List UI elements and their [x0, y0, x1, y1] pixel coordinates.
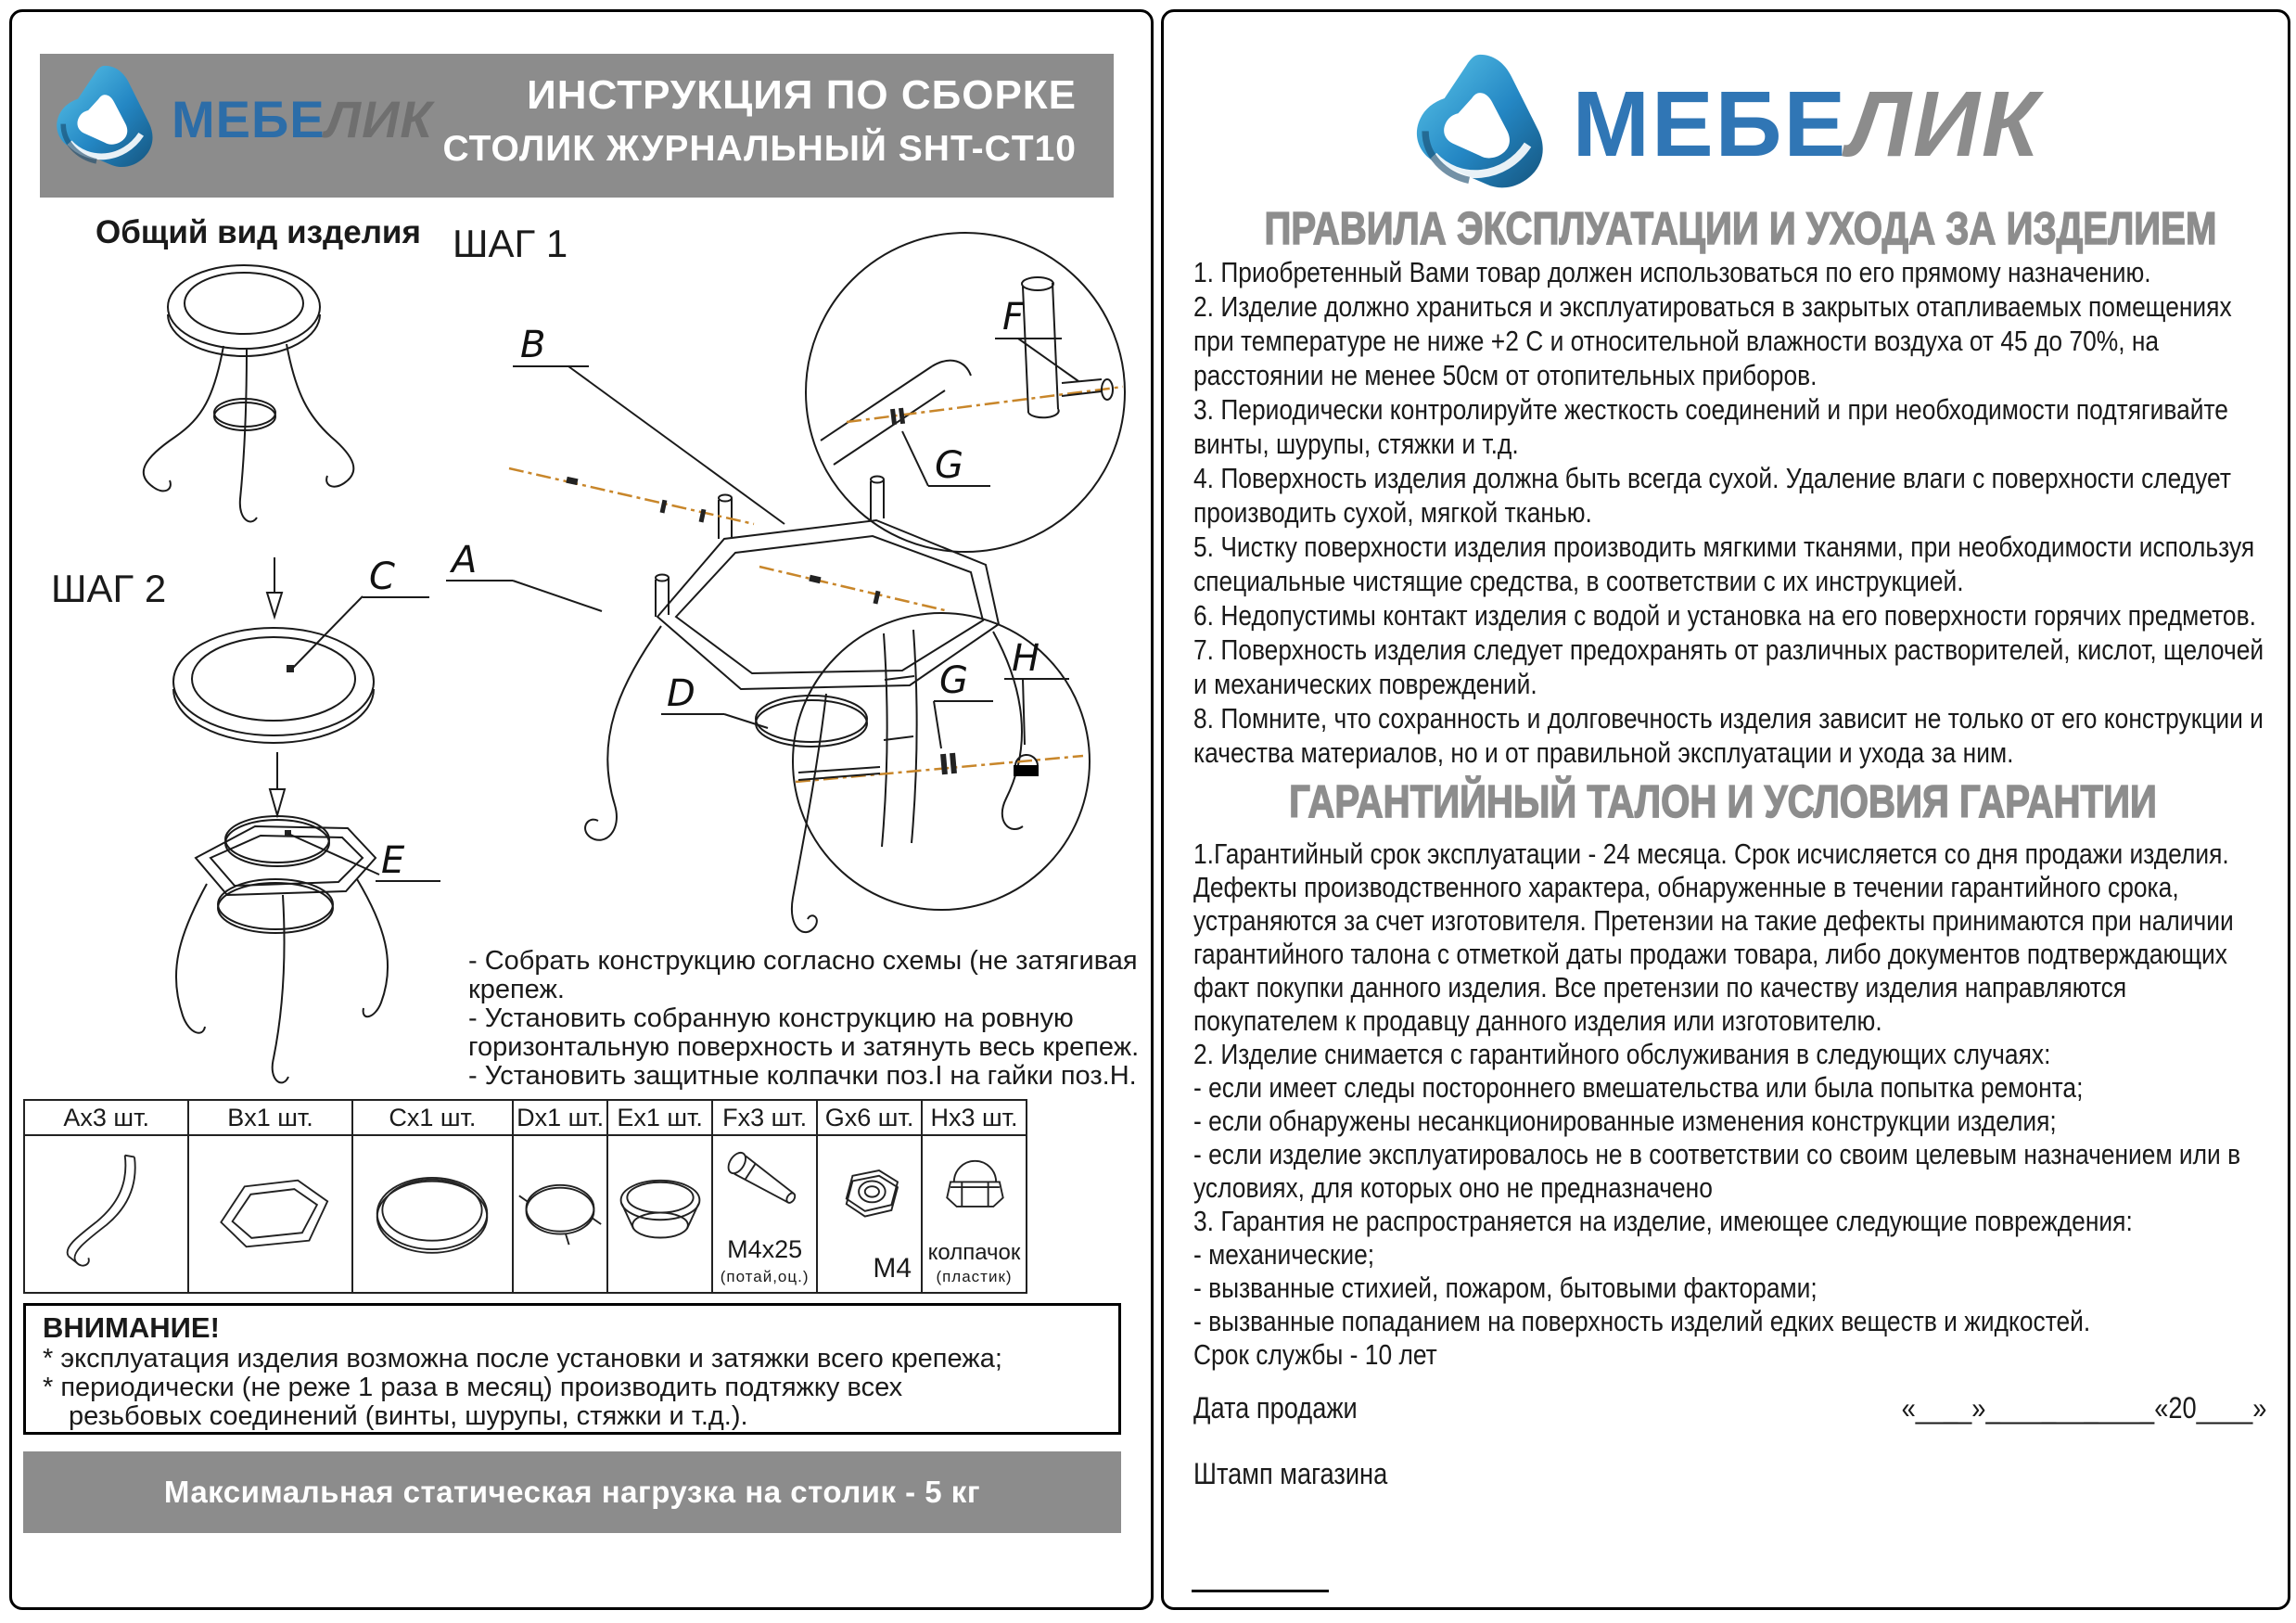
care-rules-title: ПРАВИЛА ЭКСПЛУАТАЦИИ И УХОДА ЗА ИЗДЕЛИЕМ [1264, 204, 2217, 254]
general-view-label: Общий вид изделия [96, 214, 421, 250]
warning-box [23, 1303, 1121, 1435]
table-column-b [187, 1101, 351, 1292]
label-b: B [520, 324, 546, 366]
brand-blue-part: МЕБЕ [172, 89, 325, 148]
warranty-line: - вызванные попаданием на поверхность изделий едких веществ и жидкостей. [1193, 1305, 2091, 1337]
label-e: E [381, 839, 405, 882]
document-titles [442, 69, 1077, 176]
care-and-warranty-page [1161, 9, 2290, 1610]
label-f: F [1002, 296, 1025, 339]
large-ring-icon [358, 1142, 506, 1285]
step1-label: ШАГ 1 [453, 222, 568, 265]
bolt-size-label: M4x25 [727, 1235, 803, 1263]
label-g2: G [939, 659, 968, 702]
warranty-line: 1.Гарантийный срок эксплуатации - 24 месяца. Срок исчисляется со дня продажи изделия. Дефекты производственного характера, обнаруженные в течении гарантийного срока, устраняются за счет изготовителя. Претензии на такие дефекты принимаются при наличии гарантийного талона с отметкой даты продажи товара, либо документов подтверждающих факт покупки данного изделия. Все претензии по качеству изделия направляются покупателем к продавцу данного изделия или изготовителю. [1193, 837, 2234, 1037]
warranty-line: - если изделие эксплуатировалось не в соответствии со своим целевым назначением или в условиях, для которых оно не предназначено [1193, 1138, 2241, 1204]
nut-icon [823, 1153, 916, 1246]
sale-date-blank: «____»____________«20____» [1901, 1391, 2267, 1425]
cap-name-label: колпачок [927, 1240, 1021, 1265]
hex-frame-icon [197, 1142, 345, 1285]
column-header: Fx3 шт. [713, 1101, 816, 1136]
column-header: Bx1 шт. [189, 1101, 351, 1136]
bolt-type-label: (потай,оц.) [720, 1268, 810, 1285]
page-title: ИНСТРУКЦИЯ ПО СБОРКЕ [527, 72, 1077, 118]
sale-date-label: Дата продажи [1193, 1391, 1358, 1425]
mebelik-knot-icon [53, 61, 157, 176]
warranty-line: - вызванные стихией, пожаром, бытовыми факторами; [1193, 1272, 1818, 1304]
warranty-text [1193, 837, 2266, 1372]
column-header: Cx1 шт. [353, 1101, 512, 1136]
assembly-instruction-page [9, 9, 1154, 1610]
bolt-icon [716, 1142, 814, 1225]
care-rule: 3. Периодически контролируйте жесткость соединений и при необходимости подтягивайте винты, шурупы, стяжки и т.д. [1193, 393, 2228, 460]
table-column-c [351, 1101, 512, 1292]
table-column-h [921, 1101, 1026, 1292]
column-header: Gx6 шт. [818, 1101, 921, 1136]
warning-line: * эксплуатация изделия возможна после установки и затяжки всего крепежа; [43, 1344, 1002, 1374]
brand-gray-part: ЛИК [1847, 71, 2041, 176]
note-line: - Установить собранную конструкцию на ровную горизонтальную поверхность и затянуть весь крепеж. [468, 1003, 1140, 1062]
brand-wordmark [172, 89, 433, 149]
brand-wordmark [1573, 71, 2041, 178]
column-header: Ex1 шт. [608, 1101, 711, 1136]
care-rule: 5. Чистку поверхности изделия производить мягкими тканями, при необходимости используя специальные чистящие средства, в соответствии с их инструкцией. [1193, 530, 2255, 597]
table-column-a [25, 1101, 187, 1292]
warranty-title: ГАРАНТИЙНЫЙ ТАЛОН И УСЛОВИЯ ГАРАНТИИ [1289, 777, 2157, 827]
warning-title: ВНИМАНИЕ! [43, 1311, 220, 1344]
care-rule: 8. Помните, что сохранность и долговечность изделия зависит не только от его конструкции и качества материалов, но и от правильной эксплуатации и ухода за ним. [1193, 702, 2264, 769]
warranty-line: 2. Изделие снимается с гарантийного обслуживания в следующих случаях: [1193, 1038, 2051, 1070]
care-rule: 2. Изделие должно храниться и эксплуатироваться в закрытых отапливаемых помещениях при температуре не ниже +2 С и относительной влажности воздуха от 45 до 70%, на расстоянии не менее 50см от отопительных приборов. [1193, 290, 2232, 391]
warranty-line: - если имеет следы постороннего вмешательства или была попытка ремонта; [1193, 1071, 2084, 1104]
product-subtitle: СТОЛИК ЖУРНАЛЬНЫЙ SHT-CT10 [442, 129, 1077, 169]
brand-logo-large [1164, 49, 2288, 199]
mebelik-knot-icon [1411, 49, 1549, 199]
step1-drawing [446, 233, 1125, 932]
cap-nut-icon [928, 1142, 1021, 1220]
nut-size-label: M4 [873, 1253, 912, 1284]
label-c: C [369, 556, 395, 598]
assembly-notes [468, 947, 1140, 1091]
max-load-banner: Максимальная статическая нагрузка на столик - 5 кг [23, 1451, 1121, 1533]
note-line: - Установить защитные колпачки поз.I на гайки поз.Н. [468, 1061, 1137, 1091]
column-header: Ax3 шт. [25, 1101, 187, 1136]
table-column-d [512, 1101, 606, 1292]
care-rule: 4. Поверхность изделия должна быть всегда сухой. Удаление влаги с поверхности следует производить сухой, мягкой тканью. [1193, 462, 2231, 529]
ring-stubs-icon [516, 1142, 605, 1285]
cap-material-label: (пластик) [936, 1268, 1013, 1285]
care-rule: 6. Недопустимы контакт изделия с водой и установка на его поверхности горячих предметов. [1193, 599, 2256, 632]
column-header: Hx3 шт. [923, 1101, 1026, 1136]
brand-blue-part: МЕБЕ [1572, 71, 1848, 176]
curved-leg-icon [37, 1142, 176, 1285]
general-view-drawing [144, 265, 354, 521]
label-g: G [935, 444, 963, 487]
label-h: H [1012, 637, 1040, 680]
note-line: - Собрать конструкцию согласно схемы (не затягивая крепеж. [468, 946, 1138, 1004]
warranty-line: - механические; [1193, 1238, 1375, 1271]
footer-rule [1192, 1590, 1329, 1592]
care-rule: 1. Приобретенный Вами товар должен использоваться по его прямому назначению. [1193, 256, 2151, 288]
small-ring-icon [611, 1142, 709, 1285]
page-header-bar [40, 54, 1114, 198]
store-stamp-label: Штамп магазина [1193, 1457, 1388, 1490]
warranty-line: - если обнаружены несанкционированные изменения конструкции изделия; [1193, 1105, 2057, 1137]
step2-drawing [173, 556, 440, 1082]
warning-line: резьбовых соединений (винты, шурупы, стяжки и т.д.). [69, 1401, 748, 1431]
table-column-e [606, 1101, 711, 1292]
table-column-g [816, 1101, 921, 1292]
brand-logo [53, 61, 433, 176]
column-header: Dx1 шт. [514, 1101, 606, 1136]
parts-table [23, 1099, 1027, 1294]
label-a: A [452, 539, 478, 581]
warning-line: * периодически (не реже 1 раза в месяц) производить подтяжку всех [43, 1373, 903, 1402]
label-d: D [667, 672, 695, 715]
table-column-f [711, 1101, 816, 1292]
care-rules-text [1193, 255, 2266, 770]
sale-date-row [1193, 1391, 2266, 1425]
care-rule: 7. Поверхность изделия следует предохранять от различных растворителей, кислот, щелочей и механических повреждений. [1193, 633, 2264, 700]
warranty-line: 3. Гарантия не распространяется на изделие, имеющее следующие повреждения: [1193, 1205, 2133, 1237]
step2-label: ШАГ 2 [51, 567, 167, 610]
warranty-line: Срок службы - 10 лет [1193, 1338, 1437, 1371]
brand-gray-part: ЛИК [325, 89, 433, 148]
